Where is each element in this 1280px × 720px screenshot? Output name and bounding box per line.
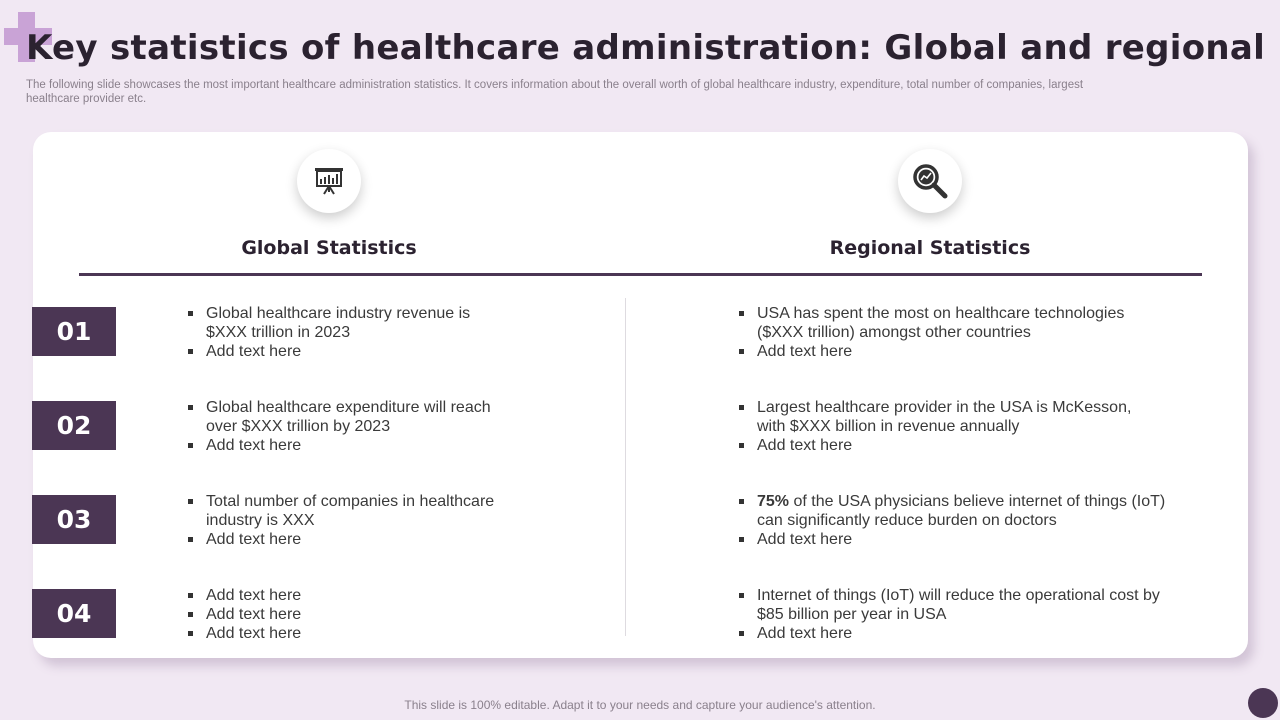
regional-list-4 [738,586,1168,643]
global-bullet: Total number of companies in healthcare industry is XXX [187,492,507,530]
global-list-2 [187,398,507,455]
row-number-04: 04 [32,589,116,638]
global-bullet: Add text here [187,624,507,643]
column-divider [625,298,626,636]
row-number-01: 01 [32,307,116,356]
regional-icon-circle [898,149,962,213]
regional-bullet: Internet of things (IoT) will reduce the operational cost by $85 billion per year in USA [738,586,1168,624]
global-list-3 [187,492,507,549]
row-number-03: 03 [32,495,116,544]
global-bullet: Add text here [187,436,507,455]
global-bullet: Add text here [187,586,507,605]
regional-bullet: Largest healthcare provider in the USA is McKesson, with $XXX billion in revenue annually [738,398,1138,436]
regional-list-2 [738,398,1138,455]
page-title: Key statistics of healthcare administration: Global and regional [26,28,1266,68]
global-list-4 [187,586,507,643]
global-statistics-heading: Global Statistics [241,237,417,259]
page-subtitle: The following slide showcases the most important healthcare administration statistics. It covers information about the overall worth of global healthcare industry, expenditure, total number of companies, largest healthcare provider etc. [26,79,1084,105]
global-icon-circle [297,149,361,213]
global-bullet: Global healthcare expenditure will reach over $XXX trillion by 2023 [187,398,507,436]
global-bullet: Global healthcare industry revenue is $XXX trillion in 2023 [187,304,492,342]
regional-bullet: Add text here [738,436,1138,455]
magnifier-analytics-icon [911,162,949,200]
header-rule [79,273,1202,276]
regional-bullet: Add text here [738,342,1138,361]
footer-note: This slide is 100% editable. Adapt it to your needs and capture your audience's attention. [404,698,876,712]
regional-bullet [738,492,1168,530]
corner-dot-decoration [1248,688,1278,718]
regional-statistics-heading: Regional Statistics [829,237,1031,259]
global-bullet: Add text here [187,605,507,624]
regional-bullet: Add text here [738,624,1168,643]
regional-bullet: Add text here [738,530,1168,549]
regional-bullet-text: of the USA physicians believe internet of things (IoT) can significantly reduce burden on doctors [757,493,1166,529]
global-bullet: Add text here [187,530,507,549]
regional-list-3 [738,492,1168,549]
global-list-1 [187,304,492,361]
presentation-chart-icon [313,165,345,197]
regional-list-1 [738,304,1138,361]
row-number-02: 02 [32,401,116,450]
highlight-percentage: 75% [757,493,790,510]
regional-bullet: USA has spent the most on healthcare technologies ($XXX trillion) amongst other countries [738,304,1138,342]
global-bullet: Add text here [187,342,492,361]
statistics-card [33,132,1248,658]
